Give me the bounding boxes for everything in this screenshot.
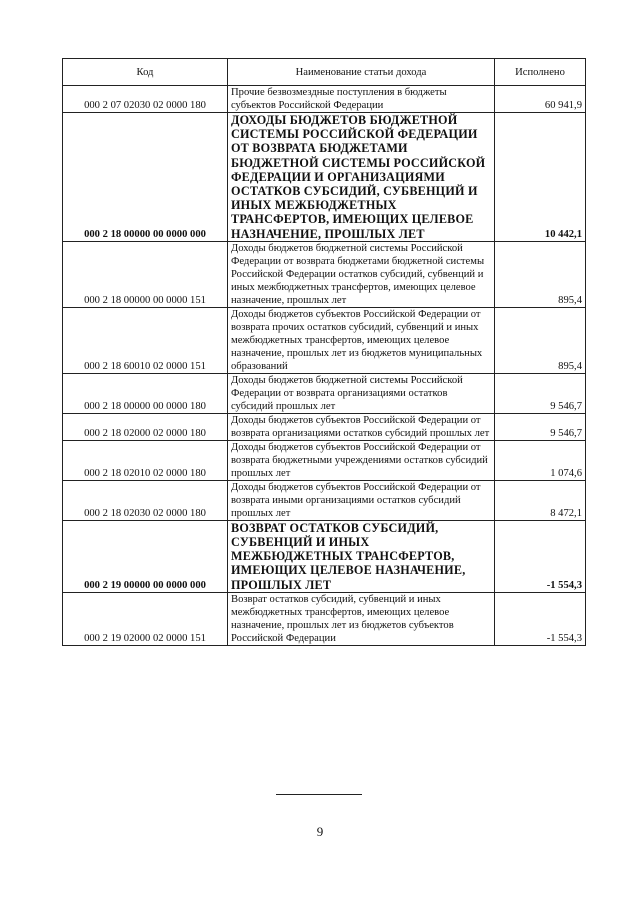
table-row <box>63 86 586 113</box>
row-value: 8 472,1 <box>495 480 586 520</box>
table-row <box>63 413 586 440</box>
row-name: Возврат остатков субсидий, субвенций и иных межбюджетных трансфертов, имеющих целевое назначение, прошлых лет из бюджетов субъектов Российской Федерации <box>228 592 495 645</box>
row-code: 000 2 19 00000 00 0000 000 <box>63 520 228 592</box>
header-executed: Исполнено <box>495 59 586 86</box>
row-value: 9 546,7 <box>495 373 586 413</box>
row-value: 895,4 <box>495 307 586 373</box>
row-name: ДОХОДЫ БЮДЖЕТОВ БЮДЖЕТНОЙ СИСТЕМЫ РОССИЙСКОЙ ФЕДЕРАЦИИ ОТ ВОЗВРАТА БЮДЖЕТАМИ БЮДЖЕТНОЙ СИСТЕМЫ РОССИЙСКОЙ ФЕДЕРАЦИИ И ОРГАНИЗАЦИЯМИ ОСТАТКОВ СУБСИДИЙ, СУБВЕНЦИЙ И ИНЫХ МЕЖБЮДЖЕТНЫХ ТРАНСФЕРТОВ, ИМЕЮЩИХ ЦЕЛЕВОЕ НАЗНАЧЕНИЕ, ПРОШЛЫХ ЛЕТ <box>228 113 495 242</box>
row-value: 60 941,9 <box>495 86 586 113</box>
row-name: Доходы бюджетов субъектов Российской Федерации от возврата иными организациями остатков субсидий прошлых лет <box>228 480 495 520</box>
row-value: 1 074,6 <box>495 440 586 480</box>
header-code: Код <box>63 59 228 86</box>
row-value: 895,4 <box>495 241 586 307</box>
row-name: Доходы бюджетов субъектов Российской Федерации от возврата организациями остатков субсидий прошлых лет <box>228 413 495 440</box>
footnote-divider <box>276 794 362 795</box>
row-code: 000 2 18 00000 00 0000 151 <box>63 241 228 307</box>
table-row <box>63 307 586 373</box>
row-name: Доходы бюджетов бюджетной системы Российской Федерации от возврата бюджетами бюджетной системы Российской Федерации остатков субсидий, субвенций и иных межбюджетных трансфертов, имеющих целевое назначение, прошлых лет <box>228 241 495 307</box>
table-header-row <box>63 59 586 86</box>
table-row <box>63 592 586 645</box>
row-name: Прочие безвозмездные поступления в бюджеты субъектов Российской Федерации <box>228 86 495 113</box>
revenue-table <box>62 58 586 646</box>
row-name: ВОЗВРАТ ОСТАТКОВ СУБСИДИЙ, СУБВЕНЦИЙ И ИНЫХ МЕЖБЮДЖЕТНЫХ ТРАНСФЕРТОВ, ИМЕЮЩИХ ЦЕЛЕВОЕ НАЗНАЧЕНИЕ, ПРОШЛЫХ ЛЕТ <box>228 520 495 592</box>
table-row <box>63 440 586 480</box>
row-code: 000 2 07 02030 02 0000 180 <box>63 86 228 113</box>
row-name: Доходы бюджетов бюджетной системы Российской Федерации от возврата организациями остатков субсидий прошлых лет <box>228 373 495 413</box>
row-value: 9 546,7 <box>495 413 586 440</box>
table-row <box>63 373 586 413</box>
header-name: Наименование статьи дохода <box>228 59 495 86</box>
row-value: -1 554,3 <box>495 520 586 592</box>
row-code: 000 2 19 02000 02 0000 151 <box>63 592 228 645</box>
row-name: Доходы бюджетов субъектов Российской Федерации от возврата бюджетными учреждениями остатков субсидий прошлых лет <box>228 440 495 480</box>
table-row <box>63 113 586 242</box>
row-code: 000 2 18 00000 00 0000 000 <box>63 113 228 242</box>
row-code: 000 2 18 00000 00 0000 180 <box>63 373 228 413</box>
row-value: -1 554,3 <box>495 592 586 645</box>
row-name: Доходы бюджетов субъектов Российской Федерации от возврата прочих остатков субсидий, субвенций и иных межбюджетных трансфертов, имеющих целевое назначение, прошлых лет из бюджетов муниципальных образований <box>228 307 495 373</box>
row-code: 000 2 18 02000 02 0000 180 <box>63 413 228 440</box>
table-row <box>63 241 586 307</box>
table-row <box>63 480 586 520</box>
row-code: 000 2 18 02010 02 0000 180 <box>63 440 228 480</box>
row-code: 000 2 18 60010 02 0000 151 <box>63 307 228 373</box>
row-code: 000 2 18 02030 02 0000 180 <box>63 480 228 520</box>
page-number: 9 <box>316 824 324 839</box>
table-row <box>63 520 586 592</box>
row-value: 10 442,1 <box>495 113 586 242</box>
